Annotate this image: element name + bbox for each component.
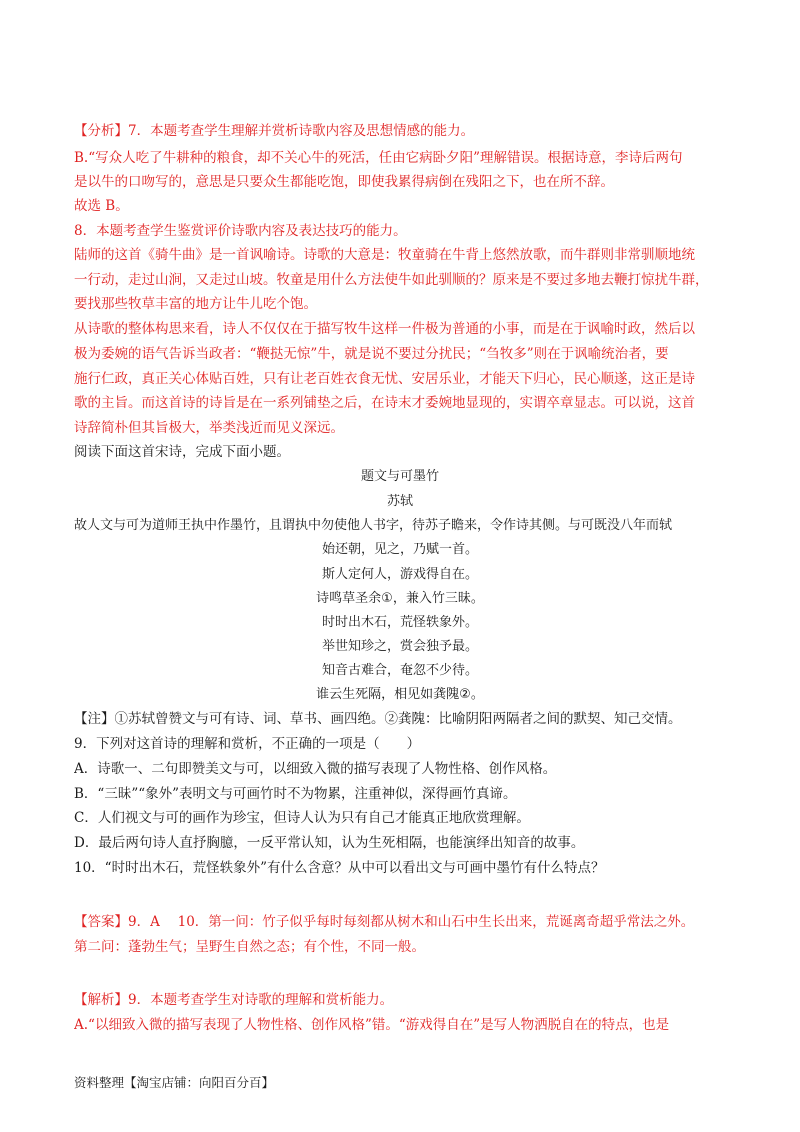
- poem-note: 【注】①苏轼曾赞文与可有诗、词、草书、画四绝。②龚隗：比喻阴阳两隔者之间的默契、知己交情。: [74, 711, 682, 727]
- question-9-option-a: A．诗歌一、二句即赞美文与可，以细致入微的描写表现了人物性格、创作风格。: [74, 761, 557, 777]
- poem-line-4: 举世知珍之，赏会独予最。: [321, 639, 478, 654]
- analysis-line-8: 要找那些牧草丰富的地方让牛儿吃个饱。: [74, 296, 317, 312]
- poem-title: 题文与可墨竹: [360, 469, 439, 484]
- analysis-line-13: 诗辞简朴但其旨极大，举类浅近而见义深远。: [74, 420, 344, 436]
- poem-line-6: 谁云生死隔，相见如龚隗②。: [316, 687, 484, 702]
- poem-line-3: 时时出木石，荒怪轶象外。: [321, 615, 478, 630]
- question-9: 9．下列对这首诗的理解和赏析，不正确的一项是（ ）: [74, 736, 421, 752]
- analysis-text: 7．本题考查学生理解并赏析诗歌内容及思想情感的能力。: [128, 123, 475, 139]
- analysis-line-1: [74, 122, 734, 140]
- analysis-line-2: B.“写众人吃了牛耕种的粮食，却不关心牛的死活，任由它病卧夕阳”理解错误。根据诗意，李诗后两句: [74, 150, 683, 166]
- question-9-option-d: D．最后两句诗人直抒胸臆，一反平常认知，认为生死相隔，也能演绎出知音的故事。: [74, 835, 585, 851]
- question-10: 10．“时时出木石，荒怪轶象外”有什么含意？从中可以看出文与可画中墨竹有什么特点？: [74, 860, 605, 876]
- answer-line-2: 第二问：蓬勃生气；呈野生自然之态；有个性，不同一般。: [74, 939, 425, 955]
- analysis-label: 【分析】: [74, 123, 128, 139]
- poem-line-1: 斯人定何人，游戏得自在。: [321, 567, 478, 582]
- poem-line-5: 知音古难合，奄忽不少待。: [321, 663, 478, 678]
- analysis-line-9: 从诗歌的整体构思来看，诗人不仅仅在于描写牧牛这样一件极为普通的小事，而是在于讽喻时政，然后以: [74, 321, 695, 337]
- analysis-line-12: 歌的主旨。而这首诗的诗旨是在一系列铺垫之后，在诗末才委婉地显现的，实谓卒章显志。可以说，这首: [74, 395, 695, 411]
- explanation-line-2: A.“以细致入微的描写表现了人物性格、创作风格”错。“游戏得自在”是写人物洒脱自在的特点，也是: [74, 1017, 670, 1033]
- page-footer: 资料整理【淘宝店铺：向阳百分百】: [74, 1075, 275, 1090]
- analysis-line-10: 极为委婉的语气告诉当政者：“鞭挞无惊”牛，就是说不要过分扰民；“刍牧多”则在于讽喻统治者，要: [74, 346, 669, 362]
- explanation-line-1: 【解析】9．本题考查学生对诗歌的理解和赏析能力。: [74, 992, 394, 1008]
- question-9-option-c: C．人们视文与可的画作为珍宝，但诗人认为只有自己才能真正地欣赏理解。: [74, 810, 530, 826]
- analysis-line-7: 一行动，走过山涧，又走过山坡。牧童是用什么方法使牛如此驯顺的？原来是不要过多地去鞭打惊扰牛群，: [74, 272, 709, 288]
- analysis-line-3: 是以牛的口吻写的，意思是只要众生都能吃饱，即使我累得病倒在残阳之下，也在所不辞。: [74, 174, 614, 190]
- poem-line-2: 诗鸣草圣余①，兼入竹三昧。: [316, 591, 484, 606]
- analysis-line-5: 8．本题考查学生鉴赏评价诗歌内容及表达技巧的能力。: [74, 223, 407, 239]
- poem-preface-end: 始还朝，见之，乃赋一首。: [321, 542, 478, 557]
- poem-preface: 故人文与可为道师王执中作墨竹，且谓执中勿使他人书字，待苏子瞻来，令作诗其侧。与可既没八年而轼: [74, 518, 673, 533]
- analysis-line-4: 故选 B。: [74, 198, 129, 214]
- reading-instruction: 阅读下面这首宋诗，完成下面小题。: [74, 444, 290, 460]
- answer-line-1: 【答案】9．A 10．第一问：竹子似乎每时每刻都从树木和山石中生长出来，荒诞离奇超乎常法之外。: [74, 914, 695, 930]
- poem-author: 苏轼: [386, 494, 413, 509]
- analysis-line-11: 施行仁政，真正关心体贴百姓，只有让老百姓衣食无忧、安居乐业，才能天下归心，民心顺遂，这正是诗: [74, 371, 695, 387]
- analysis-line-6: 陆师的这首《骑牛曲》是一首讽喻诗。诗歌的大意是：牧童骑在牛背上悠然放歌，而牛群则非常驯顺地统: [74, 247, 695, 263]
- question-9-option-b: B．“三昧”“象外”表明文与可画竹时不为物累，注重神似，深得画竹真谛。: [74, 786, 517, 802]
